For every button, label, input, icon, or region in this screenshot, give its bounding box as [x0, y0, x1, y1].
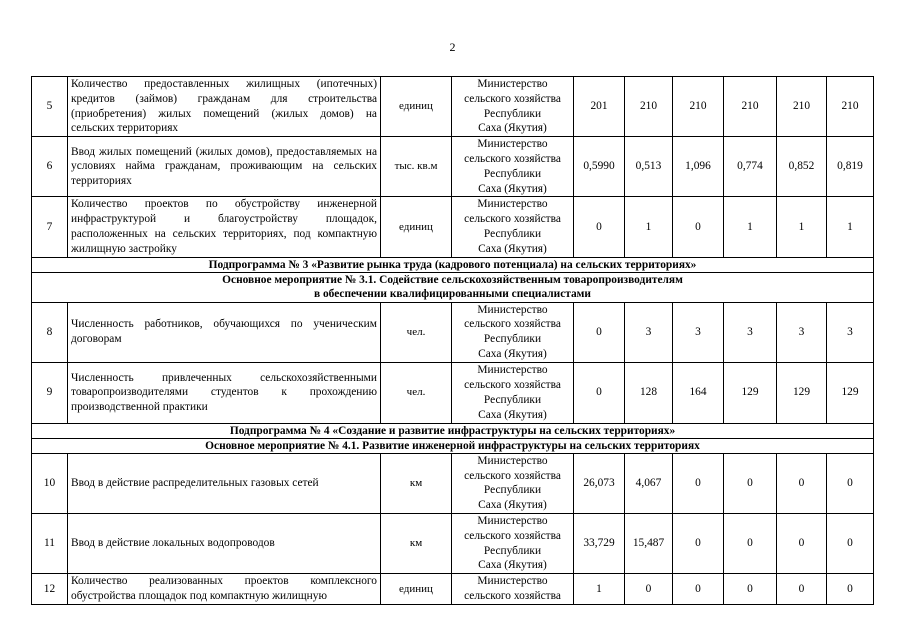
section-header-row	[32, 423, 874, 438]
indicator-value: 129	[827, 362, 874, 423]
executor-line: Саха (Якутия)	[478, 559, 547, 572]
table-row	[32, 137, 874, 197]
indicator-value: 4,067	[625, 453, 673, 513]
row-number: 7	[32, 197, 68, 257]
section-header-row	[32, 257, 874, 272]
executor-line: сельского хозяйства	[464, 589, 561, 602]
indicator-value: 0	[673, 453, 724, 513]
section-title-line: Основное мероприятие № 4.1. Развитие инженерной инфраструктуры на сельских территориях	[205, 439, 700, 452]
executor-line: сельского хозяйства	[464, 152, 561, 165]
unit-of-measure: единиц	[381, 574, 452, 605]
responsible-executor	[452, 513, 574, 573]
executor-line: Республики	[483, 393, 542, 406]
table-row	[32, 513, 874, 573]
responsible-executor	[452, 362, 574, 423]
indicator-value: 1	[625, 197, 673, 257]
executor-line: сельского хозяйства	[464, 318, 561, 331]
executor-line: Республики	[483, 167, 542, 180]
indicator-value: 3	[777, 302, 827, 362]
responsible-executor	[452, 77, 574, 137]
unit-of-measure: чел.	[381, 362, 452, 423]
indicator-value: 0,513	[625, 137, 673, 197]
executor-line: Министерство	[477, 78, 548, 90]
unit-of-measure: тыс. кв.м	[381, 137, 452, 197]
section-header-row	[32, 272, 874, 302]
indicator-value: 210	[827, 77, 874, 137]
indicator-value: 0	[777, 453, 827, 513]
section-header-row	[32, 438, 874, 453]
indicator-value: 15,487	[625, 513, 673, 573]
executor-line: Саха (Якутия)	[478, 122, 547, 135]
indicator-value: 0	[827, 453, 874, 513]
indicator-value: 0	[574, 197, 625, 257]
row-number: 6	[32, 137, 68, 197]
executor-line: Саха (Якутия)	[478, 499, 547, 512]
indicator-value: 128	[625, 362, 673, 423]
page-number: 2	[449, 40, 456, 54]
indicator-value: 0,819	[827, 137, 874, 197]
table-body	[32, 77, 874, 605]
executor-line: Республики	[483, 107, 542, 120]
executor-line: Министерство	[477, 198, 548, 211]
row-number: 9	[32, 362, 68, 423]
indicator-value: 0,774	[724, 137, 777, 197]
indicator-description: Ввод в действие распределительных газовых сетей	[68, 453, 381, 513]
indicator-value: 0	[673, 197, 724, 257]
indicator-value: 0	[724, 574, 777, 605]
executor-line: Республики	[483, 544, 542, 557]
indicator-value: 0	[777, 574, 827, 605]
indicator-value: 0	[673, 574, 724, 605]
indicator-description: Количество реализованных проектов комплексного обустройства площадок под компактную жилищную	[68, 574, 381, 605]
indicator-value: 201	[574, 77, 625, 137]
indicator-value: 210	[673, 77, 724, 137]
table-row	[32, 197, 874, 257]
indicator-value: 33,729	[574, 513, 625, 573]
executor-line: Саха (Якутия)	[478, 182, 547, 195]
executor-line: Министерство	[477, 138, 548, 151]
executor-line: Министерство	[477, 454, 548, 467]
section-title	[32, 257, 874, 272]
indicators-table	[31, 76, 874, 605]
section-title-line: Подпрограмма № 3 «Развитие рынка труда (кадрового потенциала) на сельских территориях»	[208, 258, 697, 271]
responsible-executor	[452, 574, 574, 605]
indicator-description: Количество проектов по обустройству инженерной инфраструктурой и благоустройству площадок, расположенных на сельских территориях, под компактную жилищную застройку	[68, 197, 381, 257]
indicator-value: 26,073	[574, 453, 625, 513]
indicator-value: 0	[724, 453, 777, 513]
row-number: 10	[32, 453, 68, 513]
executor-line: Министерство	[477, 514, 548, 527]
executor-line: сельского хозяйства	[464, 378, 561, 391]
section-title-line: в обеспечении квалифицированными специалистами	[313, 288, 591, 301]
row-number: 12	[32, 574, 68, 605]
indicator-description: Ввод жилых помещений (жилых домов), предоставляемых на условиях найма гражданам, проживающим на сельских территориях	[68, 137, 381, 197]
indicator-value: 0	[827, 574, 874, 605]
table-row	[32, 453, 874, 513]
section-title-line: Основное мероприятие № 3.1. Содействие сельскохозяйственным товаропроизводителям	[222, 274, 683, 287]
indicator-value: 0	[777, 513, 827, 573]
indicator-value: 1	[574, 574, 625, 605]
indicator-value: 0	[574, 302, 625, 362]
indicator-value: 1,096	[673, 137, 724, 197]
indicator-value: 1	[777, 197, 827, 257]
table-row	[32, 302, 874, 362]
indicator-value: 3	[673, 302, 724, 362]
indicator-value: 0	[574, 362, 625, 423]
indicator-value: 129	[777, 362, 827, 423]
indicator-value: 210	[625, 77, 673, 137]
indicator-value: 1	[827, 197, 874, 257]
executor-line: сельского хозяйства	[464, 529, 561, 542]
section-title	[32, 438, 874, 453]
indicator-value: 3	[827, 302, 874, 362]
row-number: 5	[32, 77, 68, 137]
executor-line: Саха (Якутия)	[478, 408, 547, 421]
executor-line: Министерство	[477, 575, 548, 588]
table-row	[32, 362, 874, 423]
executor-line: сельского хозяйства	[464, 92, 561, 105]
row-number: 11	[32, 513, 68, 573]
table-row	[32, 77, 874, 137]
indicator-value: 1	[724, 197, 777, 257]
section-title	[32, 272, 874, 302]
table-row	[32, 574, 874, 605]
unit-of-measure: единиц	[381, 77, 452, 137]
executor-line: сельского хозяйства	[464, 469, 561, 482]
indicator-value: 129	[724, 362, 777, 423]
responsible-executor	[452, 453, 574, 513]
indicator-description: Ввод в действие локальных водопроводов	[68, 513, 381, 573]
indicator-value: 0	[724, 513, 777, 573]
indicator-description: Количество предоставленных жилищных (ипотечных) кредитов (займов) гражданам для строительства (приобретения) жилых помещений (жилых домов) на сельских территориях	[68, 77, 381, 137]
executor-line: Министерство	[477, 303, 548, 316]
section-title	[32, 423, 874, 438]
unit-of-measure: единиц	[381, 197, 452, 257]
executor-line: Республики	[483, 227, 542, 240]
executor-line: Министерство	[477, 364, 548, 377]
indicator-value: 0,852	[777, 137, 827, 197]
indicator-value: 3	[724, 302, 777, 362]
responsible-executor	[452, 197, 574, 257]
executor-line: Саха (Якутия)	[478, 347, 547, 360]
unit-of-measure: км	[381, 513, 452, 573]
indicator-value: 0	[673, 513, 724, 573]
indicator-value: 164	[673, 362, 724, 423]
responsible-executor	[452, 302, 574, 362]
indicator-value: 3	[625, 302, 673, 362]
unit-of-measure: км	[381, 453, 452, 513]
indicator-value: 0	[827, 513, 874, 573]
executor-line: Республики	[483, 333, 542, 346]
executor-line: Республики	[483, 484, 542, 497]
indicator-value: 0,5990	[574, 137, 625, 197]
indicator-value: 0	[625, 574, 673, 605]
indicator-description: Численность работников, обучающихся по ученическим договорам	[68, 302, 381, 362]
unit-of-measure: чел.	[381, 302, 452, 362]
section-title-line: Подпрограмма № 4 «Создание и развитие инфраструктуры на сельских территориях»	[229, 424, 676, 437]
row-number: 8	[32, 302, 68, 362]
indicator-value: 210	[777, 77, 827, 137]
responsible-executor	[452, 137, 574, 197]
executor-line: сельского хозяйства	[464, 213, 561, 226]
indicator-value: 210	[724, 77, 777, 137]
indicator-description: Численность привлеченных сельскохозяйственными товаропроизводителями студентов к прохождению производственной практики	[68, 362, 381, 423]
executor-line: Саха (Якутия)	[478, 242, 547, 255]
